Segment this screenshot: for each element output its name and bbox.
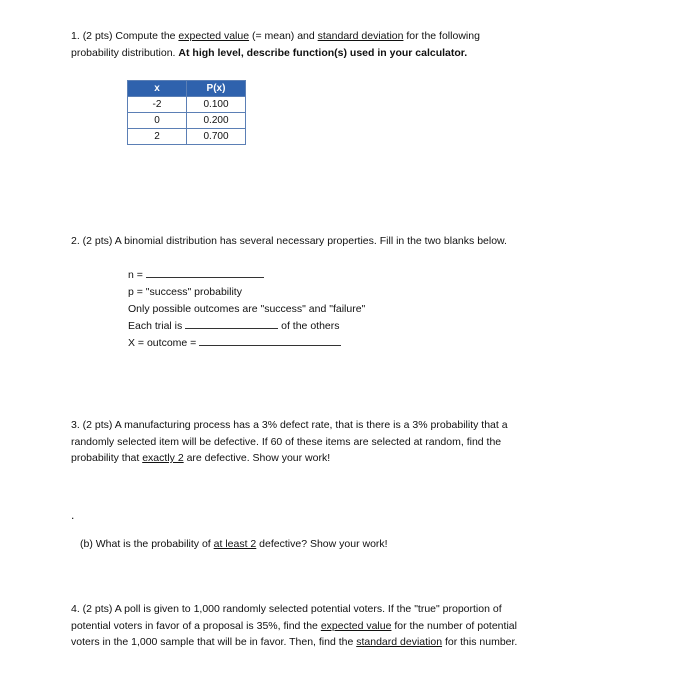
q1-expected-value: expected value — [178, 30, 250, 42]
q2-each-trial-row — [128, 318, 628, 335]
q1-text-d: probability distribution. — [71, 46, 176, 59]
q2-each-trial-b: of the others — [281, 320, 340, 332]
q3b-text-a: (b) What is the probability of — [80, 538, 214, 550]
header-px: P(x) — [187, 81, 246, 97]
question-3 — [71, 417, 681, 467]
q1-line-1 — [71, 28, 671, 45]
table-row — [128, 129, 246, 145]
q4-line-1: 4. (2 pts) A poll is given to 1,000 randomly selected potential voters. If the "true" proportion of — [71, 603, 502, 615]
table-row — [128, 97, 246, 113]
question-2-title — [71, 233, 671, 250]
q1-number: 1. — [71, 30, 80, 42]
cell-x: 0 — [128, 113, 187, 129]
cell-x: 2 — [128, 129, 187, 145]
q4-line-2 — [71, 618, 686, 635]
q2-x-label: X = outcome = — [128, 337, 197, 349]
cell-px: 0.700 — [187, 129, 246, 145]
q3b-at-least-2: at least 2 — [213, 538, 257, 550]
q4-standard-deviation: standard deviation — [356, 636, 443, 648]
q4-line-3b: for this number. — [442, 636, 518, 648]
table-header-row — [128, 81, 246, 97]
q1-standard-deviation: standard deviation — [317, 30, 404, 42]
probability-table — [127, 80, 246, 145]
question-4 — [71, 601, 686, 651]
q2-x-row — [128, 335, 628, 352]
q1-text-c: for the following — [403, 30, 480, 42]
q4-line-2a: potential voters in favor of a proposal is 35%, find the — [71, 619, 321, 632]
q3-line-1: 3. (2 pts) A manufacturing process has a 3% defect rate, that is there is a 3% probability that a — [71, 419, 508, 431]
q1-text-b: (= mean) and — [249, 30, 318, 42]
cell-px: 0.200 — [187, 113, 246, 129]
q2-p-line: p = "success" probability — [128, 286, 242, 298]
q2-n-label: n = — [128, 269, 143, 281]
q4-line-2b: for the number of potential — [391, 619, 517, 632]
q2-n-blank[interactable] — [146, 267, 264, 278]
cell-px: 0.100 — [187, 97, 246, 113]
q1-points: (2 pts) — [82, 30, 113, 42]
q2-each-trial-a: Each trial is — [128, 320, 183, 332]
table-row — [128, 113, 246, 129]
q2-outcomes-line: Only possible outcomes are "success" and "failure" — [128, 303, 366, 315]
cell-x: -2 — [128, 97, 187, 113]
q4-line-3 — [71, 634, 686, 651]
header-x: x — [128, 81, 187, 97]
q3-line-3a: probability that — [71, 452, 143, 464]
q3-line-3 — [71, 450, 681, 467]
q3b-text-b: defective? Show your work! — [256, 538, 388, 550]
q1-text-a: Compute the — [115, 30, 179, 42]
question-3b — [80, 536, 680, 553]
question-1 — [71, 28, 671, 61]
question-2-blanks — [128, 267, 628, 352]
q3-line-3b: are defective. Show your work! — [183, 452, 331, 464]
q2-line: 2. (2 pts) A binomial distribution has several necessary properties. Fill in the two blanks below. — [71, 235, 507, 247]
q1-line-2 — [71, 45, 671, 62]
q2-independent-blank[interactable] — [185, 318, 278, 329]
q4-line-3a: voters in the 1,000 sample that will be in favor. Then, find the — [71, 636, 357, 648]
q2-x-blank[interactable] — [199, 335, 341, 346]
q2-n-row — [128, 267, 628, 284]
q4-expected-value: expected value — [320, 619, 392, 632]
stray-dot: . — [71, 508, 75, 522]
q1-bold-instruction: At high level, describe function(s) used in your calculator. — [178, 46, 468, 59]
q3-exactly-2: exactly 2 — [142, 452, 184, 464]
q3-line-2: randomly selected item will be defective. If 60 of these items are selected at random, find the — [71, 435, 502, 448]
